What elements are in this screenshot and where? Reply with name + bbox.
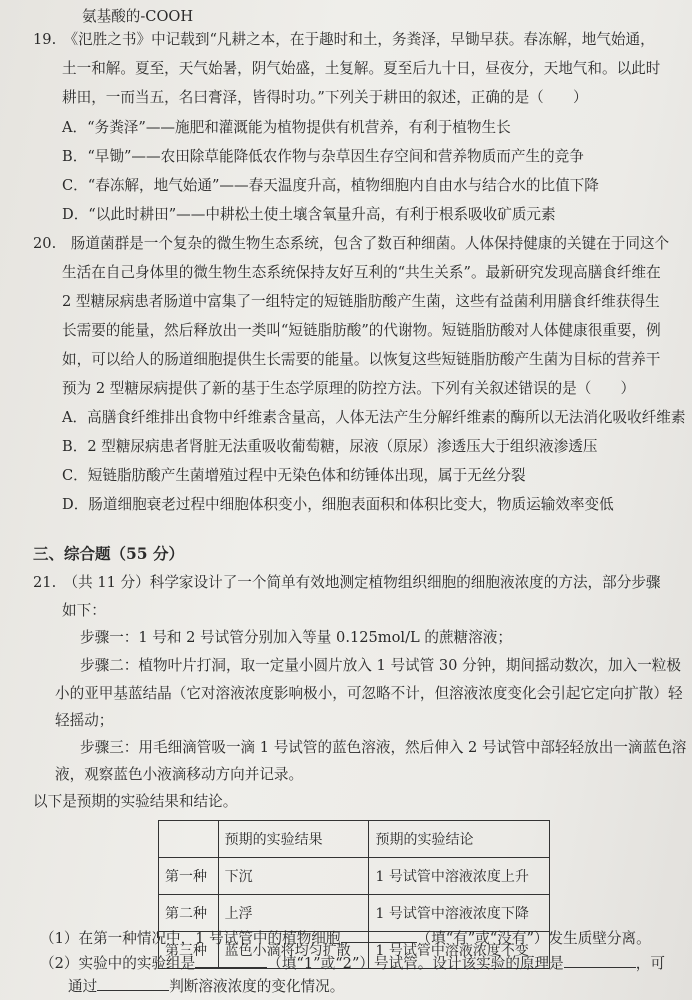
- table-row: [159, 895, 550, 932]
- q19-option-c: C．“春冻解，地气始通”——春天温度升高，植物细胞内自由水与结合水的比值下降: [62, 177, 599, 194]
- table-cell: 1 号试管中溶液浓度上升: [369, 858, 550, 895]
- sub2-text-c: ，可: [635, 955, 665, 972]
- q20-option-a: A．高膳食纤维排出食物中纤维素含量高，人体无法产生分解纤维素的酶所以无法消化吸收纤维素: [62, 409, 686, 426]
- table-row: [159, 858, 550, 895]
- q19-stem-line-3: 耕田，一而当五，名曰膏泽，皆得时功。”下列关于耕田的叙述，正确的是（ ）: [62, 89, 588, 106]
- section-3-heading: 三、综合题（55 分）: [33, 544, 184, 563]
- sub1-text-before: （1）在第一种情况中，1 号试管中的植物细胞: [40, 930, 341, 947]
- q20-stem-line-1: 20. 肠道菌群是一个复杂的微生物生态系统，包含了数百种细菌。人体保持健康的关键在于同这个: [33, 235, 670, 252]
- q19-stem-line-1: 19. 《氾胜之书》中记载到“凡耕之本，在于趣时和土，务粪泽，早锄早获。春冻解，地气始通，: [33, 31, 655, 48]
- sub2-text-e: 判断溶液浓度的变化情况。: [169, 978, 345, 995]
- q21-step-2-line-3: 轻摇动；: [55, 712, 114, 729]
- table-cell: 1 号试管中溶液浓度下降: [369, 895, 550, 932]
- q21-sub-question-1: [40, 928, 651, 949]
- sub2-text-a: （2）实验中的实验组是: [40, 955, 196, 972]
- table-cell: 1 号试管中溶液浓度不变: [369, 932, 550, 969]
- q20-stem-line-4: 长需要的能量，然后释放出一类叫“短链脂肪酸”的代谢物。短链脂肪酸对人体健康很重要，例: [62, 322, 661, 339]
- sub2-text-b: （填“1”或“2”）号试管。设计该实验的原理是: [267, 955, 564, 972]
- q20-option-d: D．肠道细胞衰老过程中细胞体积变小，细胞表面积和体积比变大，物质运输效率变低: [62, 496, 614, 513]
- q21-step-3-line-1: 步骤三：用毛细滴管吸一滴 1 号试管的蓝色溶液，然后伸入 2 号试管中部轻轻放出一滴蓝色溶: [80, 739, 687, 756]
- q21-step-2-line-1: 步骤二：植物叶片打洞，取一定量小圆片放入 1 号试管 30 分钟，期间摇动数次，加入一粒极: [80, 657, 681, 674]
- answer-blank-2[interactable]: [195, 953, 267, 968]
- q21-sub-question-2: [40, 953, 665, 974]
- table-cell: 上浮: [218, 895, 369, 932]
- q20-stem-line-2: 生活在自己身体里的微生物生态系统保持友好互利的“共生关系”。最新研究发现高膳食纤维在: [62, 264, 661, 281]
- q21-stem-line-1: 21. （共 11 分）科学家设计了一个简单有效地测定植物组织细胞的细胞液浓度的方法，部分步骤: [33, 574, 661, 591]
- q19-option-d: D．“以此时耕田”——中耕松土使土壤含氧量升高，有利于根系吸收矿质元素: [62, 206, 556, 223]
- q21-step-3-line-2: 液，观察蓝色小液滴移动方向并记录。: [55, 766, 304, 783]
- answer-blank-4[interactable]: [97, 976, 169, 991]
- answer-blank-1[interactable]: [341, 928, 417, 943]
- table-cell: 下沉: [218, 858, 369, 895]
- table-header-row: [159, 821, 550, 858]
- table-cell: 第一种: [159, 858, 219, 895]
- q21-sub-question-2-cont: [68, 976, 344, 997]
- q20-stem-line-6: 预为 2 型糖尿病提供了新的基于生态学原理的防控方法。下列有关叙述错误的是（ ）: [62, 380, 636, 397]
- q20-stem-line-3: 2 型糖尿病患者肠道中富集了一组特定的短链脂肪酸产生菌，这些有益菌利用膳食纤维获得生: [62, 293, 660, 310]
- q19-option-b: B．“早锄”——农田除草能降低农作物与杂草因生存空间和营养物质而产生的竞争: [62, 148, 584, 165]
- table-cell: 蓝色小滴将均匀扩散: [218, 932, 369, 969]
- table-cell: 第二种: [159, 895, 219, 932]
- q19-option-a: A．“务粪泽”——施肥和灌溉能为植物提供有机营养，有利于植物生长: [62, 119, 511, 136]
- table-header-cell: 预期的实验结论: [369, 821, 550, 858]
- q21-step-1: 步骤一：1 号和 2 号试管分别加入等量 0.125mol/L 的蔗糖溶液；: [80, 629, 512, 646]
- previous-answer-tail: 氨基酸的-COOH: [82, 8, 194, 25]
- q21-step-2-line-2: 小的亚甲基蓝结晶（它对溶液浓度影响极小，可忽略不计，但溶液浓度变化会引起它定向扩散）轻: [55, 685, 683, 702]
- answer-blank-3[interactable]: [564, 953, 636, 968]
- sub1-text-after: （填“有”或“没有”）发生质壁分离。: [416, 930, 651, 947]
- q20-stem-line-5: 如，可以给人的肠道细胞提供生长需要的能量。以恢复这些短链脂肪酸产生菌为目标的营养干: [62, 351, 661, 368]
- q19-stem-line-2: 土一和解。夏至，天气始暑，阴气始盛，土复解。夏至后九十日，昼夜分，天地气和。以此时: [62, 60, 661, 77]
- table-header-cell: [159, 821, 219, 858]
- q20-option-b: B．2 型糖尿病患者肾脏无法重吸收葡萄糖，尿液（原尿）渗透压大于组织液渗透压: [62, 438, 598, 455]
- table-cell: 第三种: [159, 932, 219, 969]
- q21-results-intro: 以下是预期的实验结果和结论。: [33, 793, 238, 810]
- q20-option-c: C．短链脂肪酸产生菌增殖过程中无染色体和纺锤体出现，属于无丝分裂: [62, 467, 526, 484]
- q21-stem-line-2: 如下：: [62, 602, 106, 619]
- table-header-cell: 预期的实验结果: [218, 821, 369, 858]
- sub2-text-d: 通过: [68, 978, 98, 995]
